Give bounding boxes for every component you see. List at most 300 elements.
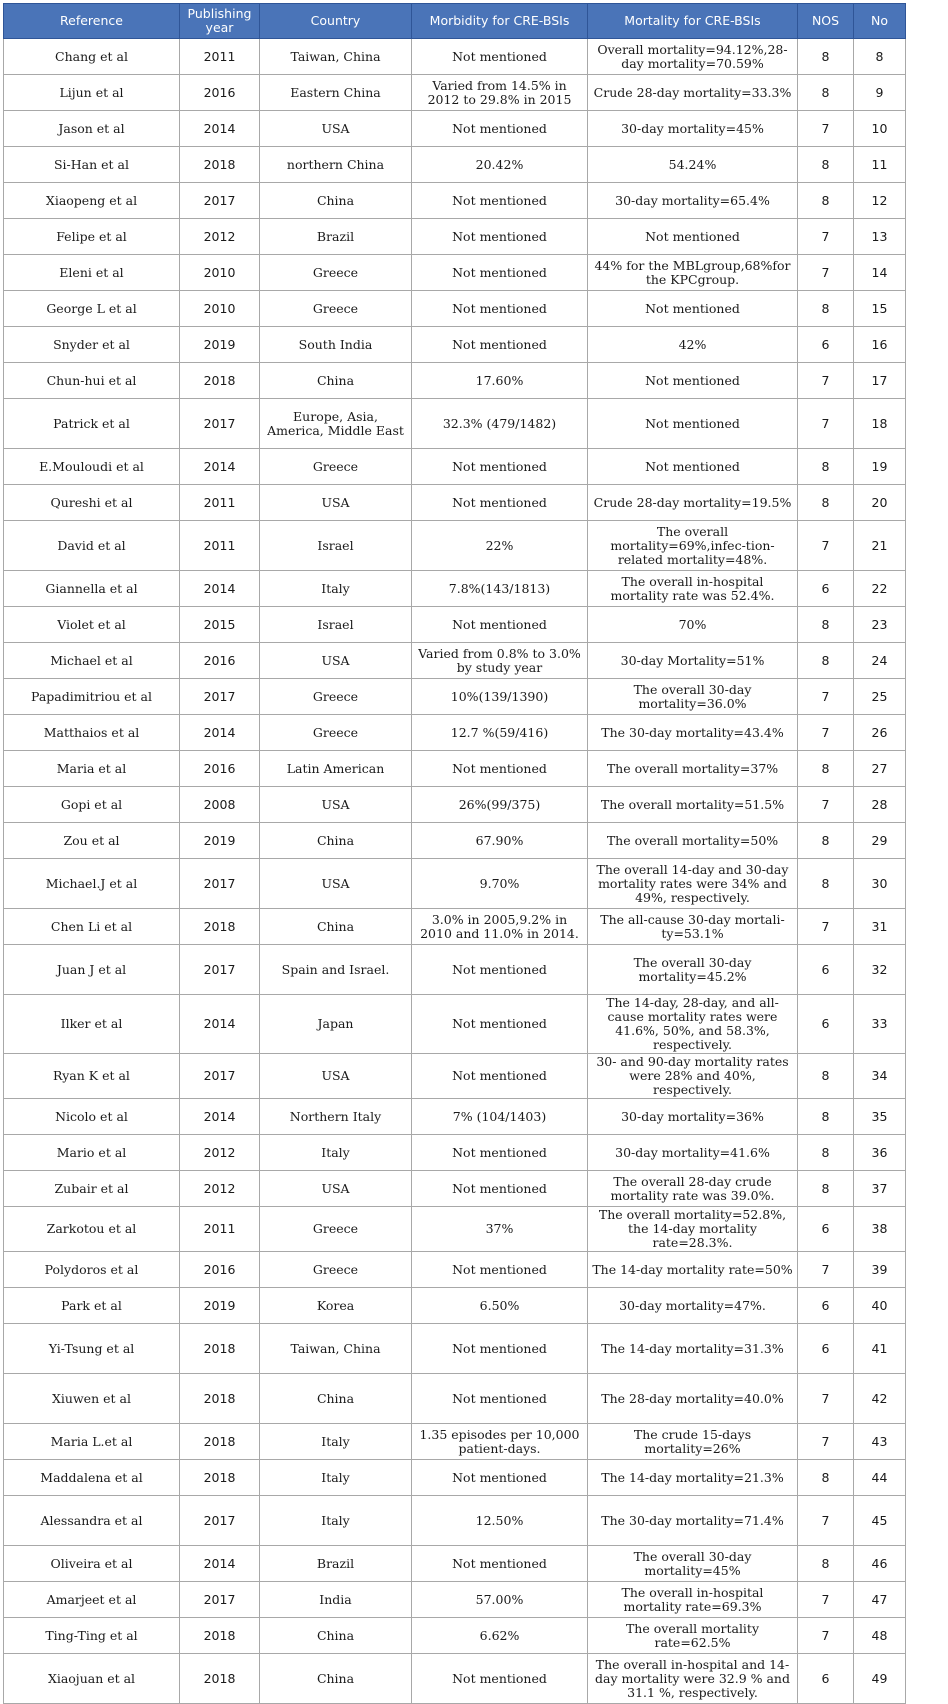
morbidity-cell: Not mentioned	[412, 1654, 588, 1704]
mortality-cell: The overall in-hospital and 14-day mortality were 32.9 % and 31.1 %, respectively.	[588, 1654, 798, 1704]
reference-cell: Michael.J et al	[4, 859, 180, 909]
table-row	[4, 945, 906, 995]
year-cell: 2017	[180, 1496, 260, 1546]
reference-cell: Nicolo et al	[4, 1099, 180, 1135]
mortality-cell: Not mentioned	[588, 449, 798, 485]
morbidity-cell: 57.00%	[412, 1582, 588, 1618]
year-cell: 2017	[180, 183, 260, 219]
nos-cell: 6	[798, 945, 854, 995]
no-cell: 14	[854, 255, 906, 291]
table-row	[4, 111, 906, 147]
reference-cell: Giannella et al	[4, 571, 180, 607]
morbidity-cell: Not mentioned	[412, 945, 588, 995]
nos-cell: 8	[798, 183, 854, 219]
mortality-cell: The overall 28-day crude mortality rate was 39.0%.	[588, 1171, 798, 1207]
header-country: Country	[260, 4, 412, 39]
year-cell: 2017	[180, 399, 260, 449]
morbidity-cell: 6.50%	[412, 1288, 588, 1324]
year-cell: 2017	[180, 859, 260, 909]
no-cell: 44	[854, 1460, 906, 1496]
morbidity-cell: Not mentioned	[412, 607, 588, 643]
mortality-cell: 30-day mortality=47%.	[588, 1288, 798, 1324]
nos-cell: 8	[798, 607, 854, 643]
country-cell: Greece	[260, 1252, 412, 1288]
country-cell: Northern Italy	[260, 1099, 412, 1135]
mortality-cell: The 30-day mortality=71.4%	[588, 1496, 798, 1546]
country-cell: Greece	[260, 449, 412, 485]
no-cell: 10	[854, 111, 906, 147]
table-row	[4, 1135, 906, 1171]
nos-cell: 7	[798, 255, 854, 291]
morbidity-cell: Not mentioned	[412, 1252, 588, 1288]
reference-cell: Patrick et al	[4, 399, 180, 449]
nos-cell: 8	[798, 823, 854, 859]
reference-cell: David et al	[4, 521, 180, 571]
nos-cell: 8	[798, 485, 854, 521]
no-cell: 29	[854, 823, 906, 859]
morbidity-cell: 26%(99/375)	[412, 787, 588, 823]
mortality-cell: The 30-day mortality=43.4%	[588, 715, 798, 751]
year-cell: 2019	[180, 327, 260, 363]
no-cell: 49	[854, 1654, 906, 1704]
year-cell: 2015	[180, 607, 260, 643]
table-body	[4, 39, 906, 1704]
morbidity-cell: Not mentioned	[412, 1546, 588, 1582]
table-row	[4, 399, 906, 449]
table-row	[4, 909, 906, 945]
year-cell: 2012	[180, 1171, 260, 1207]
mortality-cell: The overall mortality=51.5%	[588, 787, 798, 823]
no-cell: 45	[854, 1496, 906, 1546]
no-cell: 11	[854, 147, 906, 183]
mortality-cell: The overall 30-day mortality=45.2%	[588, 945, 798, 995]
table-row	[4, 787, 906, 823]
year-cell: 2017	[180, 945, 260, 995]
morbidity-cell: Not mentioned	[412, 751, 588, 787]
reference-cell: Ilker et al	[4, 995, 180, 1054]
country-cell: Greece	[260, 255, 412, 291]
no-cell: 42	[854, 1374, 906, 1424]
reference-cell: Amarjeet et al	[4, 1582, 180, 1618]
table-row	[4, 1618, 906, 1654]
table-row	[4, 679, 906, 715]
morbidity-cell: Not mentioned	[412, 255, 588, 291]
morbidity-cell: Not mentioned	[412, 111, 588, 147]
morbidity-cell: 9.70%	[412, 859, 588, 909]
table-row	[4, 219, 906, 255]
table-row	[4, 363, 906, 399]
mortality-cell: The overall 14-day and 30-day mortality rates were 34% and 49%, respectively.	[588, 859, 798, 909]
no-cell: 19	[854, 449, 906, 485]
nos-cell: 8	[798, 1135, 854, 1171]
morbidity-cell: Not mentioned	[412, 1135, 588, 1171]
morbidity-cell: Not mentioned	[412, 39, 588, 75]
mortality-cell: The overall mortality rate=62.5%	[588, 1618, 798, 1654]
morbidity-cell: 7% (104/1403)	[412, 1099, 588, 1135]
country-cell: USA	[260, 787, 412, 823]
country-cell: USA	[260, 859, 412, 909]
year-cell: 2018	[180, 1654, 260, 1704]
nos-cell: 8	[798, 1099, 854, 1135]
mortality-cell: Crude 28-day mortality=19.5%	[588, 485, 798, 521]
nos-cell: 8	[798, 1546, 854, 1582]
no-cell: 26	[854, 715, 906, 751]
reference-cell: Zarkotou et al	[4, 1207, 180, 1252]
nos-cell: 7	[798, 1374, 854, 1424]
year-cell: 2018	[180, 1460, 260, 1496]
no-cell: 30	[854, 859, 906, 909]
country-cell: India	[260, 1582, 412, 1618]
reference-cell: Park et al	[4, 1288, 180, 1324]
table-row	[4, 823, 906, 859]
year-cell: 2010	[180, 255, 260, 291]
reference-cell: Chun-hui et al	[4, 363, 180, 399]
nos-cell: 8	[798, 291, 854, 327]
year-cell: 2018	[180, 909, 260, 945]
no-cell: 40	[854, 1288, 906, 1324]
no-cell: 31	[854, 909, 906, 945]
nos-cell: 7	[798, 219, 854, 255]
no-cell: 22	[854, 571, 906, 607]
nos-cell: 6	[798, 571, 854, 607]
year-cell: 2014	[180, 111, 260, 147]
no-cell: 35	[854, 1099, 906, 1135]
mortality-cell: The overall in-hospital mortality rate=69.3%	[588, 1582, 798, 1618]
mortality-cell: The 14-day, 28-day, and all-cause mortality rates were 41.6%, 50%, and 58.3%, respectively.	[588, 995, 798, 1054]
mortality-cell: The overall in-hospital mortality rate was 52.4%.	[588, 571, 798, 607]
morbidity-cell: Not mentioned	[412, 449, 588, 485]
year-cell: 2016	[180, 643, 260, 679]
no-cell: 48	[854, 1618, 906, 1654]
mortality-cell: The 28-day mortality=40.0%	[588, 1374, 798, 1424]
header-no: No	[854, 4, 906, 39]
nos-cell: 8	[798, 1054, 854, 1099]
no-cell: 24	[854, 643, 906, 679]
nos-cell: 8	[798, 75, 854, 111]
no-cell: 39	[854, 1252, 906, 1288]
reference-cell: Chen Li et al	[4, 909, 180, 945]
country-cell: Greece	[260, 1207, 412, 1252]
country-cell: Israel	[260, 607, 412, 643]
mortality-cell: The 14-day mortality rate=50%	[588, 1252, 798, 1288]
nos-cell: 7	[798, 1582, 854, 1618]
morbidity-cell: 1.35 episodes per 10,000 patient-days.	[412, 1424, 588, 1460]
year-cell: 2011	[180, 521, 260, 571]
morbidity-cell: 32.3% (479/1482)	[412, 399, 588, 449]
year-cell: 2014	[180, 715, 260, 751]
year-cell: 2018	[180, 363, 260, 399]
table-row	[4, 147, 906, 183]
no-cell: 32	[854, 945, 906, 995]
country-cell: Japan	[260, 995, 412, 1054]
no-cell: 25	[854, 679, 906, 715]
mortality-cell: 70%	[588, 607, 798, 643]
morbidity-cell: 6.62%	[412, 1618, 588, 1654]
country-cell: northern China	[260, 147, 412, 183]
no-cell: 16	[854, 327, 906, 363]
reference-cell: Xiuwen et al	[4, 1374, 180, 1424]
year-cell: 2019	[180, 1288, 260, 1324]
header-row	[4, 4, 906, 39]
year-cell: 2012	[180, 1135, 260, 1171]
year-cell: 2014	[180, 571, 260, 607]
table-row	[4, 1288, 906, 1324]
country-cell: China	[260, 909, 412, 945]
morbidity-cell: 10%(139/1390)	[412, 679, 588, 715]
year-cell: 2017	[180, 1582, 260, 1618]
reference-cell: Maddalena et al	[4, 1460, 180, 1496]
no-cell: 34	[854, 1054, 906, 1099]
reference-cell: Oliveira et al	[4, 1546, 180, 1582]
mortality-cell: 30-day mortality=41.6%	[588, 1135, 798, 1171]
country-cell: USA	[260, 643, 412, 679]
nos-cell: 7	[798, 909, 854, 945]
nos-cell: 8	[798, 449, 854, 485]
nos-cell: 8	[798, 1460, 854, 1496]
no-cell: 36	[854, 1135, 906, 1171]
country-cell: USA	[260, 1171, 412, 1207]
mortality-cell: The overall mortality=50%	[588, 823, 798, 859]
table-row	[4, 571, 906, 607]
morbidity-cell: Not mentioned	[412, 995, 588, 1054]
year-cell: 2018	[180, 1618, 260, 1654]
nos-cell: 7	[798, 1496, 854, 1546]
year-cell: 2014	[180, 1546, 260, 1582]
nos-cell: 7	[798, 715, 854, 751]
nos-cell: 6	[798, 1288, 854, 1324]
country-cell: Eastern China	[260, 75, 412, 111]
reference-cell: Maria L.et al	[4, 1424, 180, 1460]
no-cell: 15	[854, 291, 906, 327]
country-cell: Italy	[260, 1135, 412, 1171]
no-cell: 28	[854, 787, 906, 823]
country-cell: China	[260, 1374, 412, 1424]
morbidity-cell: Varied from 0.8% to 3.0% by study year	[412, 643, 588, 679]
country-cell: Latin American	[260, 751, 412, 787]
reference-cell: Maria et al	[4, 751, 180, 787]
morbidity-cell: Not mentioned	[412, 327, 588, 363]
country-cell: Greece	[260, 291, 412, 327]
year-cell: 2016	[180, 75, 260, 111]
nos-cell: 7	[798, 679, 854, 715]
no-cell: 27	[854, 751, 906, 787]
table-row	[4, 1324, 906, 1374]
morbidity-cell: 12.7 %(59/416)	[412, 715, 588, 751]
table-row	[4, 1654, 906, 1704]
table-row	[4, 859, 906, 909]
reference-cell: Qureshi et al	[4, 485, 180, 521]
mortality-cell: Not mentioned	[588, 363, 798, 399]
country-cell: Taiwan, China	[260, 39, 412, 75]
mortality-cell: 30-day mortality=65.4%	[588, 183, 798, 219]
table-row	[4, 607, 906, 643]
mortality-cell: Not mentioned	[588, 291, 798, 327]
country-cell: Korea	[260, 1288, 412, 1324]
table-row	[4, 449, 906, 485]
mortality-cell: Not mentioned	[588, 219, 798, 255]
reference-cell: Juan J et al	[4, 945, 180, 995]
morbidity-cell: 7.8%(143/1813)	[412, 571, 588, 607]
country-cell: Taiwan, China	[260, 1324, 412, 1374]
morbidity-cell: Not mentioned	[412, 291, 588, 327]
reference-cell: Lijun et al	[4, 75, 180, 111]
table-row	[4, 751, 906, 787]
year-cell: 2016	[180, 1252, 260, 1288]
country-cell: China	[260, 823, 412, 859]
country-cell: Israel	[260, 521, 412, 571]
country-cell: USA	[260, 485, 412, 521]
morbidity-cell: Not mentioned	[412, 1171, 588, 1207]
table-row	[4, 327, 906, 363]
no-cell: 23	[854, 607, 906, 643]
table-row	[4, 521, 906, 571]
nos-cell: 7	[798, 399, 854, 449]
table-row	[4, 183, 906, 219]
morbidity-cell: Not mentioned	[412, 183, 588, 219]
table-row	[4, 1496, 906, 1546]
table-row	[4, 1171, 906, 1207]
no-cell: 13	[854, 219, 906, 255]
year-cell: 2014	[180, 1099, 260, 1135]
year-cell: 2011	[180, 1207, 260, 1252]
table-row	[4, 1424, 906, 1460]
country-cell: China	[260, 1618, 412, 1654]
no-cell: 46	[854, 1546, 906, 1582]
nos-cell: 6	[798, 327, 854, 363]
mortality-cell: Not mentioned	[588, 399, 798, 449]
mortality-cell: Overall mortality=94.12%,28-day mortality=70.59%	[588, 39, 798, 75]
reference-cell: George L et al	[4, 291, 180, 327]
header-publishing-year: Publishing year	[180, 4, 260, 39]
morbidity-cell: Not mentioned	[412, 1460, 588, 1496]
country-cell: Italy	[260, 1424, 412, 1460]
table-row	[4, 1252, 906, 1288]
no-cell: 18	[854, 399, 906, 449]
year-cell: 2017	[180, 1054, 260, 1099]
table-row	[4, 643, 906, 679]
no-cell: 33	[854, 995, 906, 1054]
country-cell: Italy	[260, 1460, 412, 1496]
nos-cell: 7	[798, 111, 854, 147]
no-cell: 38	[854, 1207, 906, 1252]
no-cell: 9	[854, 75, 906, 111]
mortality-cell: The all-cause 30-day mortali-ty=53.1%	[588, 909, 798, 945]
morbidity-cell: Not mentioned	[412, 1324, 588, 1374]
mortality-cell: The overall 30-day mortality=36.0%	[588, 679, 798, 715]
header-morbidity: Morbidity for CRE-BSIs	[412, 4, 588, 39]
country-cell: South India	[260, 327, 412, 363]
no-cell: 43	[854, 1424, 906, 1460]
morbidity-cell: 3.0% in 2005,9.2% in 2010 and 11.0% in 2014.	[412, 909, 588, 945]
country-cell: China	[260, 1654, 412, 1704]
nos-cell: 7	[798, 787, 854, 823]
reference-cell: Xiaojuan et al	[4, 1654, 180, 1704]
mortality-cell: The 14-day mortality=31.3%	[588, 1324, 798, 1374]
nos-cell: 6	[798, 1654, 854, 1704]
nos-cell: 8	[798, 859, 854, 909]
reference-cell: E.Mouloudi et al	[4, 449, 180, 485]
reference-cell: Ryan K et al	[4, 1054, 180, 1099]
table-row	[4, 715, 906, 751]
year-cell: 2016	[180, 751, 260, 787]
nos-cell: 7	[798, 363, 854, 399]
mortality-cell: The overall mortality=37%	[588, 751, 798, 787]
cre-bsi-studies-table	[3, 3, 906, 1704]
table-row	[4, 1374, 906, 1424]
nos-cell: 8	[798, 1171, 854, 1207]
reference-cell: Gopi et al	[4, 787, 180, 823]
nos-cell: 8	[798, 39, 854, 75]
mortality-cell: The overall mortality=52.8%, the 14-day mortality rate=28.3%.	[588, 1207, 798, 1252]
no-cell: 41	[854, 1324, 906, 1374]
country-cell: Brazil	[260, 219, 412, 255]
country-cell: Greece	[260, 679, 412, 715]
morbidity-cell: Not mentioned	[412, 1054, 588, 1099]
morbidity-cell: 67.90%	[412, 823, 588, 859]
nos-cell: 6	[798, 995, 854, 1054]
reference-cell: Xiaopeng et al	[4, 183, 180, 219]
reference-cell: Michael et al	[4, 643, 180, 679]
reference-cell: Yi-Tsung et al	[4, 1324, 180, 1374]
no-cell: 20	[854, 485, 906, 521]
nos-cell: 7	[798, 1618, 854, 1654]
no-cell: 8	[854, 39, 906, 75]
morbidity-cell: 22%	[412, 521, 588, 571]
mortality-cell: 30-day Mortality=51%	[588, 643, 798, 679]
year-cell: 2018	[180, 1374, 260, 1424]
year-cell: 2014	[180, 449, 260, 485]
country-cell: Greece	[260, 715, 412, 751]
mortality-cell: The crude 15-days mortality=26%	[588, 1424, 798, 1460]
country-cell: Italy	[260, 571, 412, 607]
header-nos: NOS	[798, 4, 854, 39]
morbidity-cell: Not mentioned	[412, 219, 588, 255]
nos-cell: 7	[798, 521, 854, 571]
table-row	[4, 255, 906, 291]
reference-cell: Zou et al	[4, 823, 180, 859]
mortality-cell: The overall 30-day mortality=45%	[588, 1546, 798, 1582]
reference-cell: Si-Han et al	[4, 147, 180, 183]
country-cell: Spain and Israel.	[260, 945, 412, 995]
morbidity-cell: 12.50%	[412, 1496, 588, 1546]
mortality-cell: 30-day mortality=45%	[588, 111, 798, 147]
reference-cell: Papadimitriou et al	[4, 679, 180, 715]
country-cell: China	[260, 183, 412, 219]
reference-cell: Eleni et al	[4, 255, 180, 291]
country-cell: Brazil	[260, 1546, 412, 1582]
mortality-cell: The 14-day mortality=21.3%	[588, 1460, 798, 1496]
year-cell: 2018	[180, 147, 260, 183]
morbidity-cell: Not mentioned	[412, 485, 588, 521]
no-cell: 17	[854, 363, 906, 399]
morbidity-cell: Not mentioned	[412, 1374, 588, 1424]
country-cell: Europe, Asia, America, Middle East	[260, 399, 412, 449]
table-row	[4, 39, 906, 75]
table-row	[4, 1546, 906, 1582]
mortality-cell: The overall mortality=69%,infec-tion-related mortality=48%.	[588, 521, 798, 571]
reference-cell: Polydoros et al	[4, 1252, 180, 1288]
reference-cell: Chang et al	[4, 39, 180, 75]
morbidity-cell: 37%	[412, 1207, 588, 1252]
table-row	[4, 485, 906, 521]
reference-cell: Ting-Ting et al	[4, 1618, 180, 1654]
mortality-cell: 30-day mortality=36%	[588, 1099, 798, 1135]
year-cell: 2018	[180, 1324, 260, 1374]
country-cell: China	[260, 363, 412, 399]
nos-cell: 7	[798, 1252, 854, 1288]
no-cell: 37	[854, 1171, 906, 1207]
no-cell: 47	[854, 1582, 906, 1618]
